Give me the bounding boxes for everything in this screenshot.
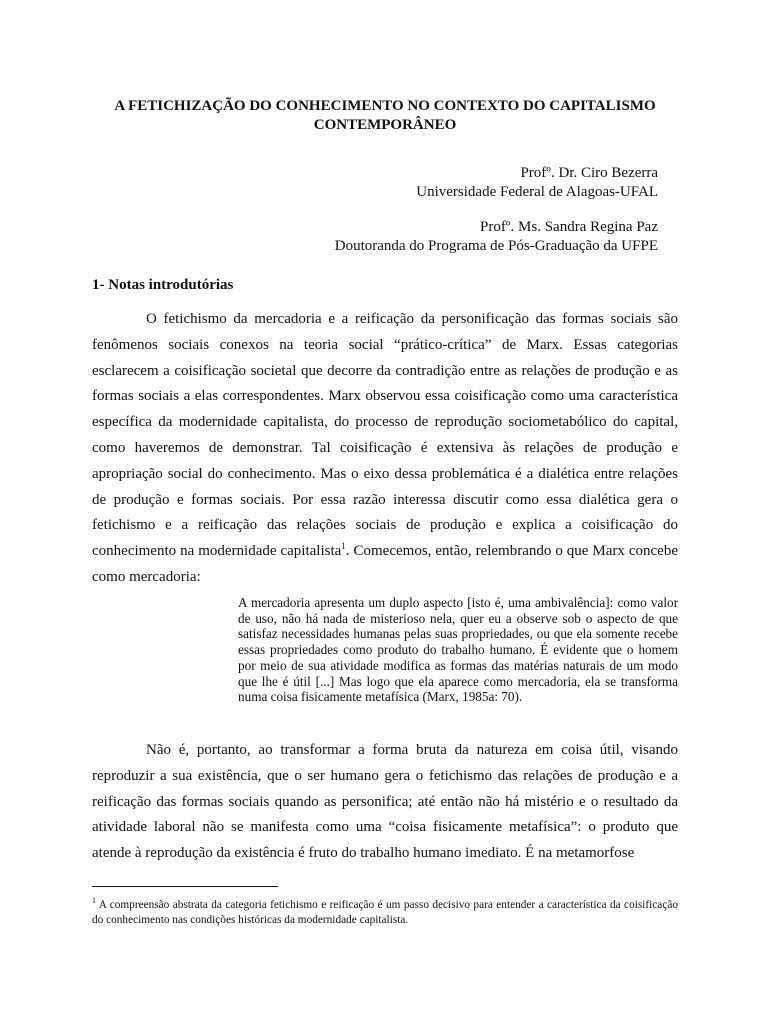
footnote-separator [92,886,278,887]
author-affiliation: Universidade Federal de Alagoas-UFAL [416,184,658,200]
paper-title [92,97,678,135]
footnote-reference[interactable]: 1 [341,541,346,552]
paper-title-line-1: A FETICHIZAÇÃO DO CONHECIMENTO NO CONTEXTO DO CAPITALISMO [114,98,656,114]
section-heading: 1- Notas introdutórias [92,277,234,293]
paper-title-line-2: CONTEMPORÂNEO [313,117,457,133]
author-block-1 [416,164,658,202]
footnote [92,898,678,928]
block-quote: A mercadoria apresenta um duplo aspecto [isto é, uma ambivalência]: como valor de uso, não há nada de misterioso nela, quer eu a observe sob o aspecto de que satisfaz necessidades humanas pelas suas propriedades, ou que ela somente recebe essas propriedades como produto do trabalho humano. É evidente que o homem por meio de sua atividade modifica as formas das matérias naturais de um modo que lhe é útil [...] Mas logo que ela aparece como mercadoria, ela se transforma numa coisa fisicamente metafísica (Marx, 1985a: 70). [238,595,678,705]
body-paragraph-2: Não é, portanto, ao transformar a forma bruta da natureza em coisa útil, visando reproduzir a sua existência, que o ser humano gera o fetichismo das relações de produção e a reificação das formas sociais quando as personifica; até então não há mistério e o resultado da atividade laboral não se manifesta como uma “coisa fisicamente metafísica”: o produto que atende à reprodução da existência é fruto do trabalho humano imediato. É na metamorfose [92,742,678,862]
paragraph-text-continued: . Comecemos, então, relembrando o que Marx concebe como mercadoria: [92,543,678,585]
author-name: Profº. Dr. Ciro Bezerra [520,165,658,181]
author-name: Profº. Ms. Sandra Regina Paz [480,219,658,235]
body-paragraph-1 [92,307,678,591]
footnote-text: A compreensão abstrata da categoria fetichismo e reificação é um passo decisivo para entender a característica da coisificação do conhecimento nas condições históricas da modernidade capitalista. [92,899,678,926]
paragraph-text: O fetichismo da mercadoria e a reificação da personificação das formas sociais são fenômenos sociais conexos na teoria social “prático-crítica” de Marx. Essas categorias esclarecem a coisificação societal que decorre da contradição entre as relações de produção e as formas sociais a elas correspondentes. Marx observou essa coisificação como uma característica específica da modernidade capitalista, do processo de reprodução sociometabólico do capital, como haveremos de demonstrar. Tal coisificação é extensiva às relações de produção e apropriação social do conhecimento. Mas o eixo dessa problemática é a dialética entre relações de produção e formas sociais. Por essa razão interessa discutir como essa dialética gera o fetichismo e a reificação das relações sociais de produção e explica a coisificação do conhecimento na modernidade capitalista [92,311,678,560]
author-affiliation: Doutoranda do Programa de Pós-Graduação da UFPE [334,238,658,254]
footnote-mark: 1 [92,896,96,905]
author-block-2 [335,218,658,256]
